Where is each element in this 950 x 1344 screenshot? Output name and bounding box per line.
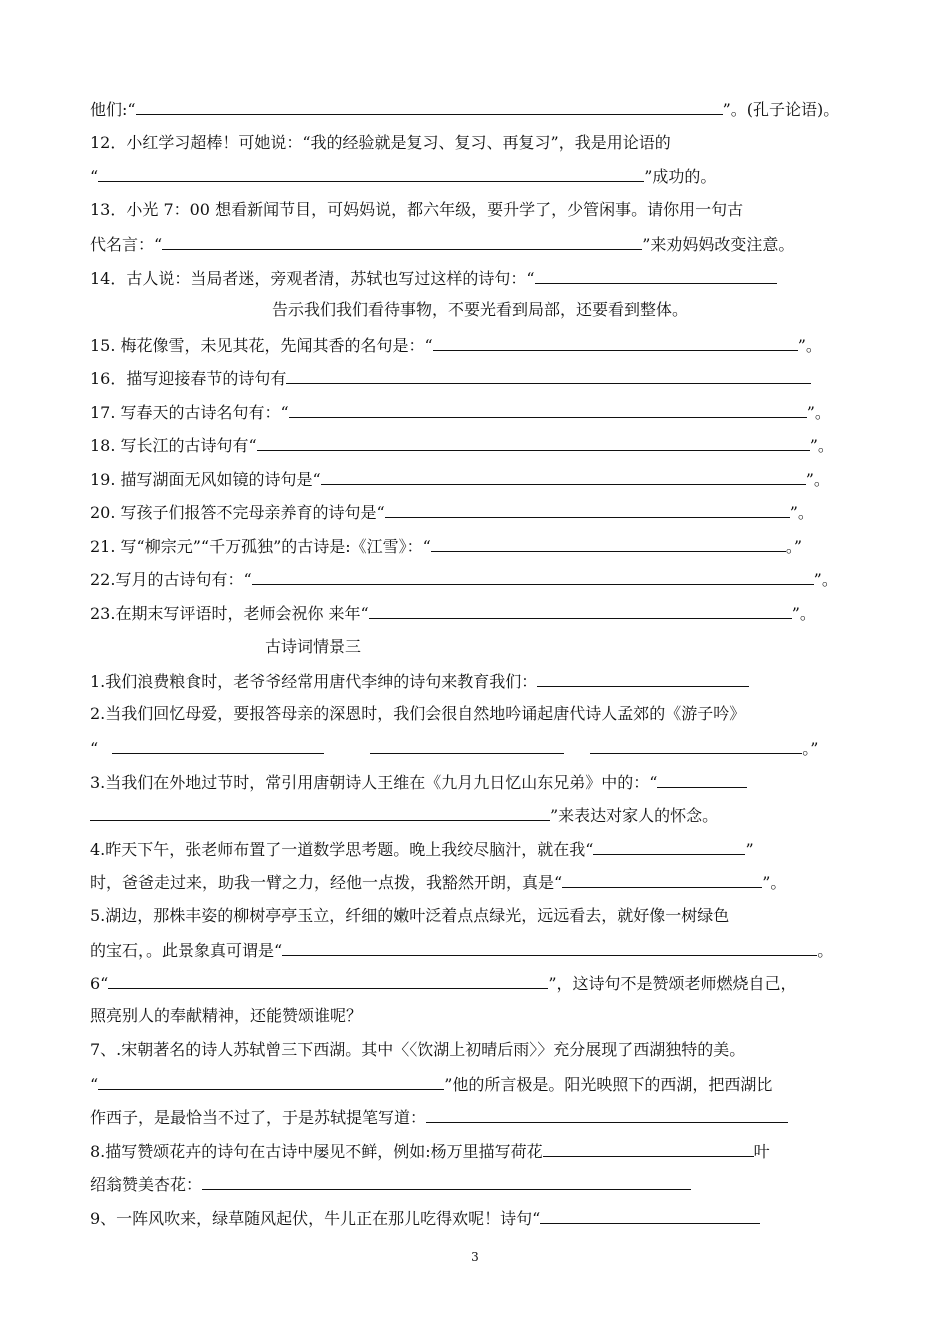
- answer-blank[interactable]: [108, 973, 548, 989]
- answer-blank[interactable]: [136, 99, 723, 115]
- answer-blank[interactable]: [286, 368, 811, 384]
- answer-blank[interactable]: [537, 671, 749, 687]
- answer-blank[interactable]: [657, 772, 747, 788]
- scene-question-1: 1.我们浪费粮食时，老爷爷经常用唐代李绅的诗句来教育我们：: [90, 671, 749, 692]
- answer-blank[interactable]: [562, 872, 762, 888]
- section-heading: 古诗词情景三: [265, 637, 362, 656]
- answer-blank[interactable]: [370, 738, 564, 754]
- scene-question-4: 4.昨天下午，张老师布置了一道数学思考题。晚上我绞尽脑汁，就在我“ ”: [90, 840, 754, 859]
- scene-question-7-cont: “ ”他的所言极是。阳光映照下的西湖，把西湖比: [90, 1075, 773, 1094]
- scene-question-3-cont: ”来表达对家人的怀念。: [90, 805, 718, 826]
- question-18: 18. 写长江的古诗句有“ ”。: [90, 436, 834, 455]
- question-20: 20. 写孩子们报答不完母亲养育的诗句是“ ”。: [90, 503, 814, 522]
- answer-blank[interactable]: [535, 268, 777, 284]
- answer-blank[interactable]: [590, 738, 802, 754]
- line-11-end: 他们:“ ”。(孔子论语)。: [90, 100, 840, 119]
- question-16: 16．描写迎接春节的诗句有: [90, 368, 811, 389]
- scene-question-8: 8.描写赞颂花卉的诗句在古诗中屡见不鲜，例如:杨万里描写荷花 叶: [90, 1142, 770, 1161]
- question-15: 15. 梅花像雪，未见其花，先闻其香的名句是：“ ”。: [90, 336, 822, 355]
- answer-blank[interactable]: [202, 1174, 691, 1190]
- page-number: 3: [471, 1250, 479, 1264]
- answer-blank[interactable]: [90, 805, 550, 821]
- scene-question-3: 3.当我们在外地过节时，常引用唐朝诗人王维在《九月九日忆山东兄弟》中的：“: [90, 772, 747, 793]
- question-14-cont: 告示我们我们看待事物，不要光看到局部，还要看到整体。: [272, 300, 689, 319]
- question-19: 19. 描写湖面无风如镜的诗句是“ ”。: [90, 470, 830, 489]
- answer-blank[interactable]: [540, 1208, 760, 1224]
- answer-blank[interactable]: [252, 569, 814, 585]
- answer-blank[interactable]: [593, 839, 745, 855]
- question-14: 14．古人说：当局者迷，旁观者清，苏轼也写过这样的诗句：“: [90, 268, 777, 289]
- scene-question-4-cont: 时，爸爸走过来，助我一臂之力，经他一点拨，我豁然开朗，真是“ ”。: [90, 873, 787, 892]
- scene-question-2: 2.当我们回忆母爱，要报答母亲的深恩时，我们会很自然地吟诵起唐代诗人孟郊的《游子吟》: [90, 704, 746, 723]
- question-12-cont: “ ”成功的。: [90, 167, 717, 186]
- question-23: 23.在期末写评语时，老师会祝你 来年“ ”。: [90, 604, 816, 623]
- answer-blank[interactable]: [385, 502, 790, 518]
- scene-question-2-cont: “ 。”: [90, 739, 819, 758]
- scene-question-7-cont2: 作西子，是最恰当不过了，于是苏轼提笔写道：: [90, 1107, 788, 1128]
- answer-blank[interactable]: [98, 1074, 444, 1090]
- scene-question-6: 6“ ”，这诗句不是赞颂老师燃烧自己，: [90, 974, 797, 993]
- question-22: 22.写月的古诗句有：“ ”。: [90, 570, 838, 589]
- answer-blank[interactable]: [282, 940, 817, 956]
- answer-blank[interactable]: [289, 402, 807, 418]
- scene-question-7: 7、.宋朝著名的诗人苏轼曾三下西湖。其中〈〈饮湖上初晴后雨〉〉充分展现了西湖独特的美。: [90, 1040, 746, 1059]
- answer-blank[interactable]: [543, 1141, 754, 1157]
- scene-question-9: 9、一阵风吹来，绿草随风起伏，牛儿正在那儿吃得欢呢！诗句“: [90, 1208, 760, 1229]
- answer-blank[interactable]: [112, 738, 324, 754]
- scene-question-5-cont: 的宝石，。此景象真可谓是“ 。: [90, 941, 834, 960]
- scene-question-5: 5.湖边，那株丰姿的柳树亭亭玉立，纤细的嫩叶泛着点点绿光，远远看去，就好像一树绿色: [90, 906, 730, 925]
- question-17: 17. 写春天的古诗名句有：“ ”。: [90, 403, 831, 422]
- answer-blank[interactable]: [369, 603, 792, 619]
- answer-blank[interactable]: [431, 536, 786, 552]
- question-12: 12．小红学习超棒！可她说：“我的经验就是复习、复习、再复习”，我是用论语的: [90, 133, 671, 152]
- answer-blank[interactable]: [98, 166, 644, 182]
- question-13-cont: 代名言：“ ”来劝妈妈改变注意。: [90, 235, 795, 254]
- answer-blank[interactable]: [426, 1107, 788, 1123]
- question-21: 21. 写“柳宗元”“千万孤独”的古诗是:《江雪》：“ 。”: [90, 537, 803, 556]
- scene-question-8-cont: 绍翁赞美杏花：: [90, 1174, 691, 1195]
- scene-question-6-cont: 照亮别人的奉献精神，还能赞颂谁呢？: [90, 1006, 363, 1025]
- answer-blank[interactable]: [321, 469, 806, 485]
- answer-blank[interactable]: [433, 335, 798, 351]
- answer-blank[interactable]: [257, 435, 810, 451]
- answer-blank[interactable]: [162, 234, 642, 250]
- question-13: 13．小光 7：00 想看新闻节目，可妈妈说，都六年级，要升学了，少管闲事。请你用一句古: [90, 200, 744, 219]
